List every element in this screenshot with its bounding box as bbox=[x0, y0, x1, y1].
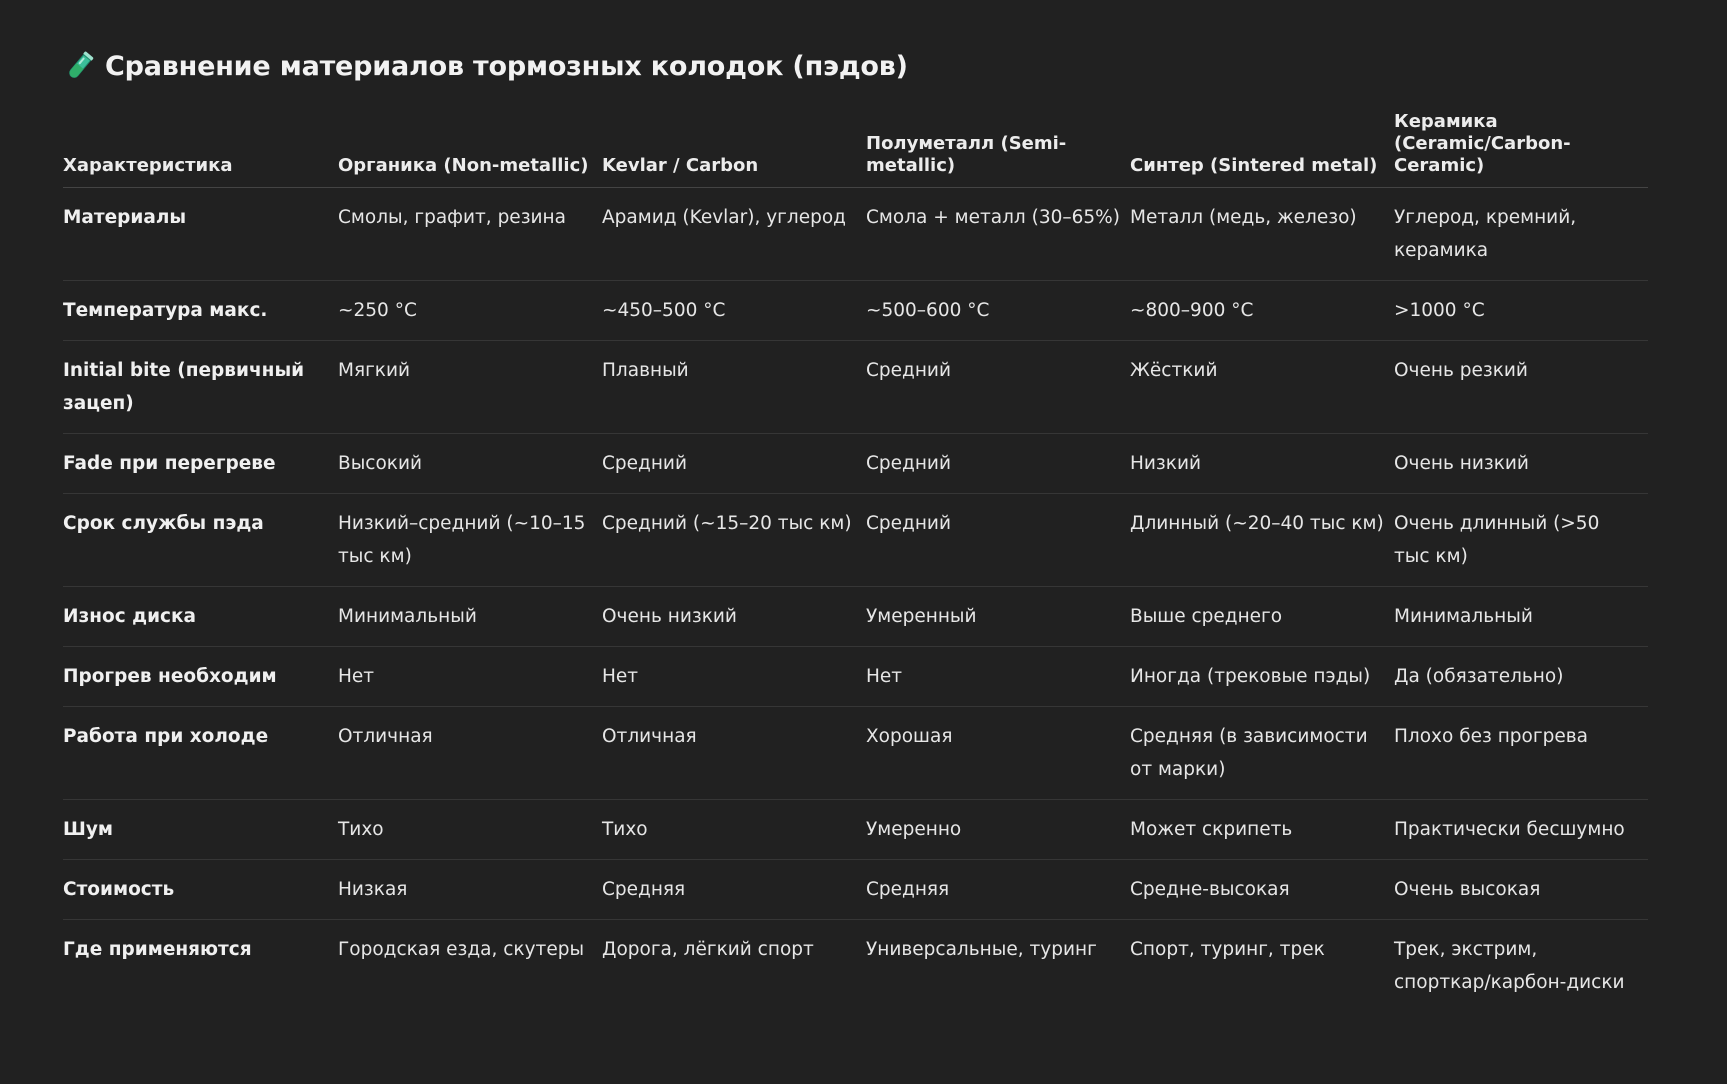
table-cell: Смолы, графит, резина bbox=[338, 188, 602, 281]
table-cell: Средняя bbox=[866, 860, 1130, 920]
table-cell: Плохо без прогрева bbox=[1394, 707, 1648, 800]
table-cell: Низкая bbox=[338, 860, 602, 920]
table-row bbox=[63, 860, 1648, 920]
table-cell: Длинный (~20–40 тыс км) bbox=[1130, 494, 1394, 587]
table-cell: ~250 °C bbox=[338, 281, 602, 341]
table-cell: Спорт, туринг, трек bbox=[1130, 939, 1325, 960]
comparison-table bbox=[63, 106, 1648, 1012]
table-row bbox=[63, 494, 1648, 587]
table-cell: Очень длинный (>50 тыс км) bbox=[1394, 494, 1648, 587]
table-cell: Средний bbox=[602, 434, 866, 494]
table-cell: Дорога, лёгкий спорт bbox=[602, 939, 814, 960]
table-row bbox=[63, 800, 1648, 860]
table-cell: Средняя bbox=[602, 860, 866, 920]
row-label: Материалы bbox=[63, 188, 338, 281]
table-cell: ~450–500 °C bbox=[602, 281, 866, 341]
table-row bbox=[63, 920, 1648, 1013]
table-cell: Средняя (в зависимости от марки) bbox=[1130, 707, 1394, 800]
table-cell: Средний (~15–20 тыс км) bbox=[602, 494, 866, 587]
page-title bbox=[63, 46, 908, 86]
row-label: Работа при холоде bbox=[63, 707, 338, 800]
table-row bbox=[63, 647, 1648, 707]
column-header-material: Синтер (Sintered metal) bbox=[1130, 106, 1394, 188]
row-label: Стоимость bbox=[63, 860, 338, 920]
table-cell: ~500–600 °C bbox=[866, 281, 1130, 341]
table-row bbox=[63, 341, 1648, 434]
column-header-characteristic: Характеристика bbox=[63, 106, 338, 188]
table-cell: Плавный bbox=[602, 341, 866, 434]
row-label: Где применяются bbox=[63, 939, 252, 960]
table-cell: ~800–900 °C bbox=[1130, 281, 1394, 341]
row-label: Fade при перегреве bbox=[63, 434, 338, 494]
page-title-text: Сравнение материалов тормозных колодок (пэдов) bbox=[105, 50, 908, 82]
column-header-material: Керамика (Ceramic/Carbon-Ceramic) bbox=[1394, 106, 1648, 188]
table-cell: Тихо bbox=[338, 800, 602, 860]
table-cell: Умеренный bbox=[866, 587, 1130, 647]
table-cell: Минимальный bbox=[338, 587, 602, 647]
header-row bbox=[63, 106, 1648, 188]
table-cell: Средний bbox=[866, 341, 1130, 434]
table-cell: Очень высокая bbox=[1394, 860, 1648, 920]
column-header-material: Полуметалл (Semi-metallic) bbox=[866, 106, 1130, 188]
table-cell: Очень низкий bbox=[1394, 434, 1648, 494]
table-cell: Выше среднего bbox=[1130, 587, 1394, 647]
table-cell: Минимальный bbox=[1394, 587, 1648, 647]
table-cell: Высокий bbox=[338, 434, 602, 494]
table-body bbox=[63, 188, 1648, 1013]
table-cell: Трек, экстрим, спорткар/карбон-диски bbox=[1394, 939, 1625, 993]
table-cell: Средне-высокая bbox=[1130, 860, 1394, 920]
table-cell: Универсальные, туринг bbox=[866, 939, 1097, 960]
table-row bbox=[63, 188, 1648, 281]
table-cell: Арамид (Kevlar), углерод bbox=[602, 188, 866, 281]
row-label: Initial bite (первичный зацеп) bbox=[63, 341, 338, 434]
row-label: Прогрев необходим bbox=[63, 647, 338, 707]
table-cell: Низкий–средний (~10–15 тыс км) bbox=[338, 494, 602, 587]
table-cell: Может скрипеть bbox=[1130, 800, 1394, 860]
table-cell: Смола + металл (30–65%) bbox=[866, 188, 1130, 281]
table-row bbox=[63, 707, 1648, 800]
table-header bbox=[63, 106, 1648, 188]
row-label: Температура макс. bbox=[63, 281, 338, 341]
table-cell: Иногда (трековые пэды) bbox=[1130, 647, 1394, 707]
table-row bbox=[63, 434, 1648, 494]
table-cell: Умеренно bbox=[866, 800, 1130, 860]
table-cell: Нет bbox=[866, 647, 1130, 707]
table-cell: Нет bbox=[338, 647, 602, 707]
table-cell: Отличная bbox=[338, 707, 602, 800]
table-cell: Практически бесшумно bbox=[1394, 800, 1648, 860]
table-cell: Мягкий bbox=[338, 341, 602, 434]
table-cell: Низкий bbox=[1130, 434, 1394, 494]
table-row bbox=[63, 281, 1648, 341]
table-cell: Хорошая bbox=[866, 707, 1130, 800]
column-header-material: Органика (Non-metallic) bbox=[338, 106, 602, 188]
table-row bbox=[63, 587, 1648, 647]
table-cell: Очень низкий bbox=[602, 587, 866, 647]
table-cell: >1000 °C bbox=[1394, 281, 1648, 341]
column-header-material: Kevlar / Carbon bbox=[602, 106, 866, 188]
table-cell: Средний bbox=[866, 434, 1130, 494]
table-cell: Очень резкий bbox=[1394, 341, 1648, 434]
table-cell: Жёсткий bbox=[1130, 341, 1394, 434]
table-cell: Отличная bbox=[602, 707, 866, 800]
table-cell: Нет bbox=[602, 647, 866, 707]
row-label: Срок службы пэда bbox=[63, 494, 338, 587]
row-label: Износ диска bbox=[63, 587, 338, 647]
table-cell: Углерод, кремний, керамика bbox=[1394, 188, 1648, 281]
table-cell: Городская езда, скутеры bbox=[338, 939, 585, 960]
table-cell: Тихо bbox=[602, 800, 866, 860]
table-cell: Да (обязательно) bbox=[1394, 647, 1648, 707]
table-cell: Металл (медь, железо) bbox=[1130, 188, 1394, 281]
row-label: Шум bbox=[63, 800, 338, 860]
test-tube-icon bbox=[63, 49, 97, 83]
table-cell: Средний bbox=[866, 494, 1130, 587]
